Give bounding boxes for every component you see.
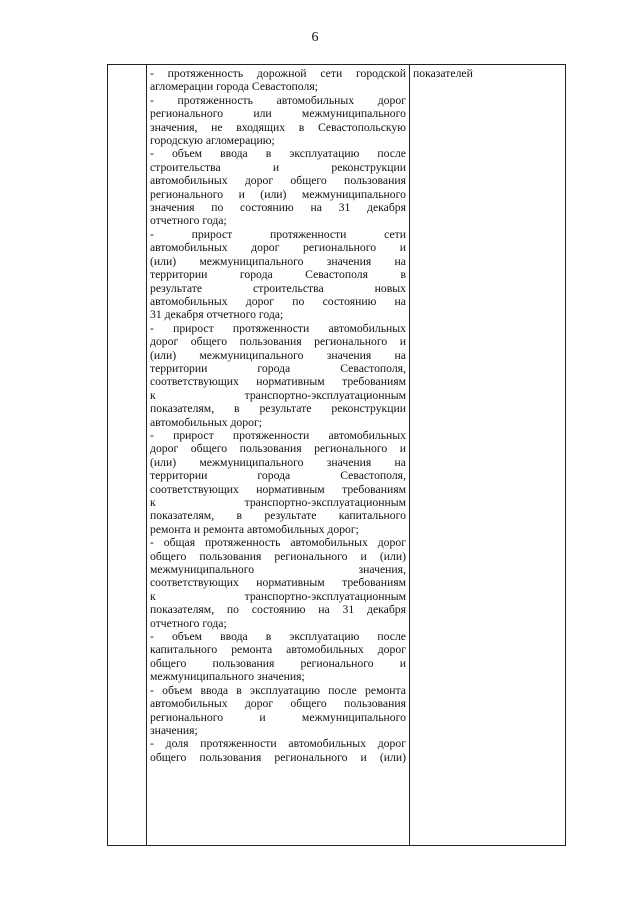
text-line: - прирост протяженности сети bbox=[150, 227, 406, 241]
text-line: дорог общего пользования регионального и bbox=[150, 442, 406, 456]
text-line: дорог общего пользования регионального и bbox=[150, 335, 406, 349]
table-cell-number bbox=[108, 65, 147, 845]
text-line: регионального или межмуниципального bbox=[150, 107, 406, 121]
text-line: (или) межмуниципального значения на bbox=[150, 254, 406, 268]
text-line: ремонта и ремонта автомобильных дорог; bbox=[150, 522, 359, 536]
text-line: (или) межмуниципального значения на bbox=[150, 455, 406, 469]
text-line: значения, не входящих в Севастопольскую bbox=[150, 120, 406, 134]
text-line: городскую агломерацию; bbox=[150, 134, 275, 148]
text-line: соответствующих нормативным требованиям bbox=[150, 482, 406, 496]
page-number: 6 bbox=[311, 30, 319, 45]
text-line: регионального и межмуниципального bbox=[150, 710, 406, 724]
text-line: соответствующих нормативным требованиям bbox=[150, 375, 406, 389]
text-line: показателям, в результате реконструкции bbox=[150, 402, 406, 416]
text-line: показателям, в результате капитального bbox=[150, 509, 406, 523]
text-line: значения; bbox=[150, 723, 198, 737]
text-line: - объем ввода в эксплуатацию после bbox=[150, 147, 406, 161]
text-line: автомобильных дорог; bbox=[150, 415, 262, 429]
table-cell-indicators bbox=[147, 65, 410, 845]
text-line: - протяженность дорожной сети городской bbox=[150, 67, 406, 80]
text-line: территории города Севастополя в bbox=[150, 268, 406, 282]
text-line: - объем ввода в эксплуатацию после ремонта bbox=[150, 683, 406, 697]
text-line: к транспортно-эксплуатационным bbox=[150, 496, 406, 509]
text-line: межмуниципального значения; bbox=[150, 670, 305, 684]
text-line: 31 декабря отчетного года; bbox=[150, 308, 284, 322]
document-table bbox=[107, 64, 566, 846]
text-line: общего пользования регионального и (или) bbox=[150, 549, 406, 563]
text-line: общего пользования регионального и bbox=[150, 656, 406, 670]
text-line: строительства и реконструкции bbox=[150, 160, 406, 174]
text-line: территории города Севастополя, bbox=[150, 361, 406, 375]
text-line: автомобильных дорог общего пользования bbox=[150, 174, 406, 188]
text-line: территории города Севастополя, bbox=[150, 469, 406, 483]
text-line: показателям, по состоянию на 31 декабря bbox=[150, 603, 406, 617]
text-line: - объем ввода в эксплуатацию после bbox=[150, 630, 406, 644]
text-line: (или) межмуниципального значения на bbox=[150, 348, 406, 362]
text-line: к транспортно-эксплуатационным bbox=[150, 589, 406, 603]
text-line: результате строительства новых bbox=[150, 281, 406, 295]
text-line: - общая протяженность автомобильных дорог bbox=[150, 536, 406, 550]
notes-text: показателей bbox=[413, 67, 473, 80]
text-line: - протяженность автомобильных дорог bbox=[150, 93, 406, 107]
text-line: автомобильных дорог по состоянию на bbox=[150, 294, 406, 308]
text-line: к транспортно-эксплуатационным bbox=[150, 388, 406, 402]
text-line: межмуниципального значения, bbox=[150, 563, 406, 577]
table-cell-notes bbox=[410, 65, 565, 845]
text-line: общего пользования регионального и (или) bbox=[150, 750, 406, 764]
text-line: - доля протяженности автомобильных дорог bbox=[150, 737, 406, 751]
text-line: регионального и (или) межмуниципального bbox=[150, 187, 406, 201]
text-line: значения по состоянию на 31 декабря bbox=[150, 201, 406, 215]
text-line: автомобильных дорог регионального и bbox=[150, 241, 406, 255]
text-line: - прирост протяженности автомобильных bbox=[150, 428, 406, 442]
text-line: капитального ремонта автомобильных дорог bbox=[150, 643, 406, 657]
text-line: соответствующих нормативным требованиям bbox=[150, 576, 406, 590]
text-line: - прирост протяженности автомобильных bbox=[150, 321, 406, 335]
text-line: автомобильных дорог общего пользования bbox=[150, 697, 406, 711]
text-line: отчетного года; bbox=[150, 616, 227, 630]
text-line: агломерации города Севастополя; bbox=[150, 80, 318, 94]
text-line: отчетного года; bbox=[150, 214, 227, 228]
